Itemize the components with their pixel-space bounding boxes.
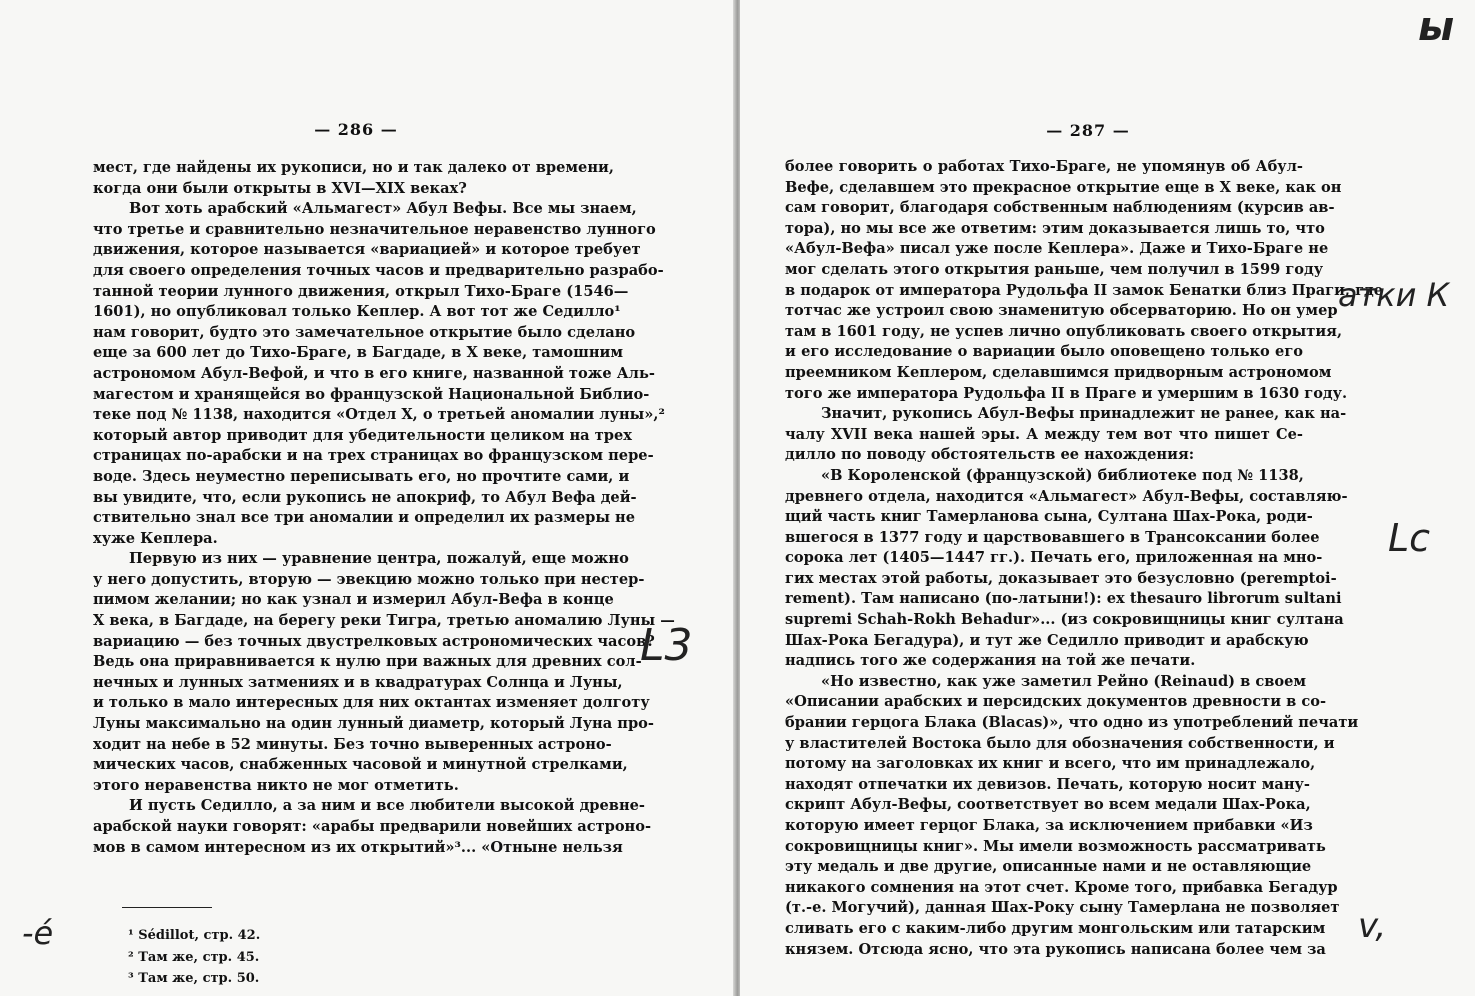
text-line: ствительно знал все три аномалии и определил их размеры не: [93, 509, 636, 527]
text-line: тотчас же устроил свою знаменитую обсерваторию. Но он умер: [785, 302, 1338, 320]
page-number: — 287 —: [1046, 121, 1130, 140]
text-line: эту медаль и две другие, описанные нами и не оставляющие: [785, 858, 1312, 876]
text-line: которую имеет герцог Блака, за исключением прибавки «Из: [785, 817, 1313, 834]
text-line: в подарок от императора Рудольфа II замок Бенатки близ Праги, где: [785, 281, 1384, 299]
text-line: потому на заголовках их книг и всего, что им принадлежало,: [785, 755, 1316, 773]
text-line: вы увидите, что, если рукопись не апокриф, то Абул Вефа дей-: [93, 488, 637, 506]
text-line: более говорить о работах Тихо-Браге, не упомянув об Абул-: [785, 158, 1303, 175]
text-line: этого неравенства никто не мог отметить.: [93, 776, 459, 794]
text-line: князем. Отсюда ясно, что эта рукопись написана более чем за: [785, 940, 1326, 958]
page-body: [785, 157, 1384, 960]
text-line: никакого сомнения на этот счет. Кроме того, прибавка Бегадур: [785, 878, 1338, 896]
text-line: брании герцога Блака (Blacas)», что одно из употреблений печати: [785, 714, 1359, 732]
text-line: гих местах этой работы, доказывает это безусловно (peremptoi-: [785, 569, 1337, 587]
text-line: Вефе, сделавшем это прекрасное открытие еще в X веке, как он: [785, 178, 1342, 196]
text-line: воде. Здесь неуместно переписывать его, но прочтите сами, и: [93, 467, 630, 485]
text-line: Шах-Рока Бегадура), и тут же Седилло приводит и арабскую: [785, 631, 1309, 649]
text-line: того же императора Рудольфа II в Праге и умершим в 1630 году.: [785, 384, 1348, 402]
text-line: у властителей Востока было для обозначения собственности, и: [785, 734, 1335, 752]
text-line: Вот хоть арабский «Альмагест» Абул Вефы. Все мы знаем,: [129, 200, 637, 218]
text-line: магестом и хранящейся во французской Национальной Библио-: [93, 385, 650, 403]
handwritten-note: атки К: [1338, 276, 1450, 314]
text-line: нам говорит, будто это замечательное открытие было сделано: [93, 323, 636, 341]
left-page: [0, 0, 735, 996]
text-line: находят отпечатки их девизов. Печать, которую носит ману-: [785, 775, 1310, 793]
text-line: еще за 600 лет до Тихо-Браге, в Багдаде, в X веке, тамошним: [93, 344, 624, 362]
text-line: «Абул-Вефа» писал уже после Кеплера». Даже и Тихо-Браге не: [785, 240, 1329, 258]
handwritten-note: v,: [1358, 906, 1387, 946]
text-line: пимом желании; но как узнал и измерил Абул-Вефа в конце: [93, 591, 614, 609]
text-line: мов в самом интересном из их открытий»³... «Отныне нельзя: [93, 838, 623, 856]
text-line: мест, где найдены их рукописи, но и так далеко от времени,: [93, 159, 614, 176]
text-line: тора), но мы все же ответим: этим доказывается лишь то, что: [785, 219, 1325, 237]
text-line: вшегося в 1377 году и царствовавшего в Трансоксании более: [785, 528, 1320, 546]
text-line: (т.-е. Могучий), данная Шах-Року сыну Тамерлана не позволяет: [785, 899, 1340, 917]
text-line: танной теории лунного движения, открыл Тихо-Браге (1546—: [93, 282, 629, 300]
text-line: у него допустить, вторую — эвекцию можно только при нестер-: [93, 570, 645, 588]
text-line: вариацию — без точных двустрелковых астрономических часов?: [93, 632, 655, 650]
text-line: мических часов, снабженных часовой и минутной стрелками,: [93, 756, 628, 774]
text-line: для своего определения точных часов и предварительно разрабо-: [93, 261, 664, 279]
text-line: и его исследование о вариации было оповещено только его: [785, 343, 1303, 361]
text-line: мог сделать этого открытия раньше, чем получил в 1599 году: [785, 260, 1324, 278]
text-line: supremi Schah-Rokh Behadur»... (из сокровищницы книг султана: [785, 611, 1344, 629]
text-line: страницах по-арабски и на трех страницах во французском пере-: [93, 447, 654, 465]
page-number: — 286 —: [314, 120, 398, 139]
handwritten-note: Lc: [1388, 516, 1431, 560]
footnote: ² Там же, стр. 45.: [128, 949, 260, 965]
text-line: и только в мало интересных для них октантах изменяет долготу: [93, 694, 650, 712]
text-line: rement). Там написано (по-латыни!): ex thesauro librorum sultani: [785, 590, 1342, 608]
text-line: теке под № 1138, находится «Отдел X, о третьей аномалии луны»,²: [93, 406, 665, 424]
footnote: ³ Там же, стр. 50.: [128, 971, 260, 986]
text-line: «Но известно, как уже заметил Рейно (Reinaud) в своем: [821, 672, 1307, 690]
text-line: хуже Кеплера.: [93, 529, 218, 547]
text-line: Первую из них — уравнение центра, пожалуй, еще можно: [129, 550, 629, 568]
text-line: движения, которое называется «вариацией» и которое требует: [93, 241, 641, 259]
text-line: арабской науки говорят: «арабы предварили новейших астроно-: [93, 818, 652, 835]
handwritten-note: -é: [22, 914, 54, 952]
handwritten-note: L3: [640, 620, 693, 671]
text-line: Луны максимально на один лунный диаметр, который Луна про-: [93, 715, 654, 733]
right-page: [740, 0, 1475, 996]
text-line: сливать его с каким-либо другим монгольским или татарским: [785, 919, 1326, 937]
text-line: астрономом Абул-Вефой, и что в его книге, названной тоже Аль-: [93, 364, 655, 382]
text-line: что третье и сравнительно незначительное неравенство лунного: [93, 220, 656, 238]
text-line: чалу XVII века нашей эры. А между тем вот что пишет Се-: [785, 425, 1303, 443]
text-line: сорока лет (1405—1447 гг.). Печать его, приложенная на мно-: [785, 549, 1323, 567]
text-line: там в 1601 году, не успев лично опубликовать своего открытия,: [785, 322, 1343, 340]
text-line: щий часть книг Тамерланова сына, Султана Шах-Рока, роди-: [785, 508, 1313, 526]
footnote: ¹ Sédillot, стр. 42.: [128, 928, 261, 943]
text-line: древнего отдела, находится «Альмагест» Абул-Вефы, составляю-: [785, 487, 1348, 505]
text-line: сокровищницы книг». Мы имели возможность рассматривать: [785, 837, 1326, 855]
text-line: надпись того же содержания на той же печати.: [785, 652, 1196, 670]
text-line: ходит на небе в 52 минуты. Без точно выверенных астроно-: [93, 735, 612, 753]
text-line: X века, в Багдаде, на берегу реки Тигра, третью аномалию Луны —: [93, 612, 675, 630]
footnote-divider: [122, 907, 212, 908]
text-line: скрипт Абул-Вефы, соответствует во всем медали Шах-Рока,: [785, 796, 1311, 814]
handwritten-note: ы: [1418, 4, 1455, 50]
text-line: нечных и лунных затмениях и в квадратурах Солнца и Луны,: [93, 673, 623, 691]
footnotes: [128, 925, 260, 990]
text-line: И пусть Седилло, а за ним и все любители высокой древне-: [129, 797, 645, 815]
text-line: сам говорит, благодаря собственным наблюдениям (курсив ав-: [785, 199, 1335, 217]
text-line: когда они были открыты в XVI—XIX веках?: [93, 179, 467, 197]
text-line: преемником Кеплером, сделавшимся придворным астрономом: [785, 363, 1332, 381]
text-line: «В Короленской (французской) библиотеке под № 1138,: [821, 466, 1304, 484]
text-line: дилло по поводу обстоятельств ее нахождения:: [785, 446, 1195, 464]
text-line: Ведь она приравнивается к нулю при важных для древних сол-: [93, 653, 642, 671]
text-line: 1601), но опубликовал только Кеплер. А вот тот же Седилло¹: [93, 303, 621, 321]
text-line: Значит, рукопись Абул-Вефы принадлежит не ранее, как на-: [821, 405, 1347, 423]
text-line: который автор приводит для убедительности целиком на трех: [93, 426, 632, 444]
text-line: «Описании арабских и персидских документов древности в со-: [785, 693, 1327, 711]
